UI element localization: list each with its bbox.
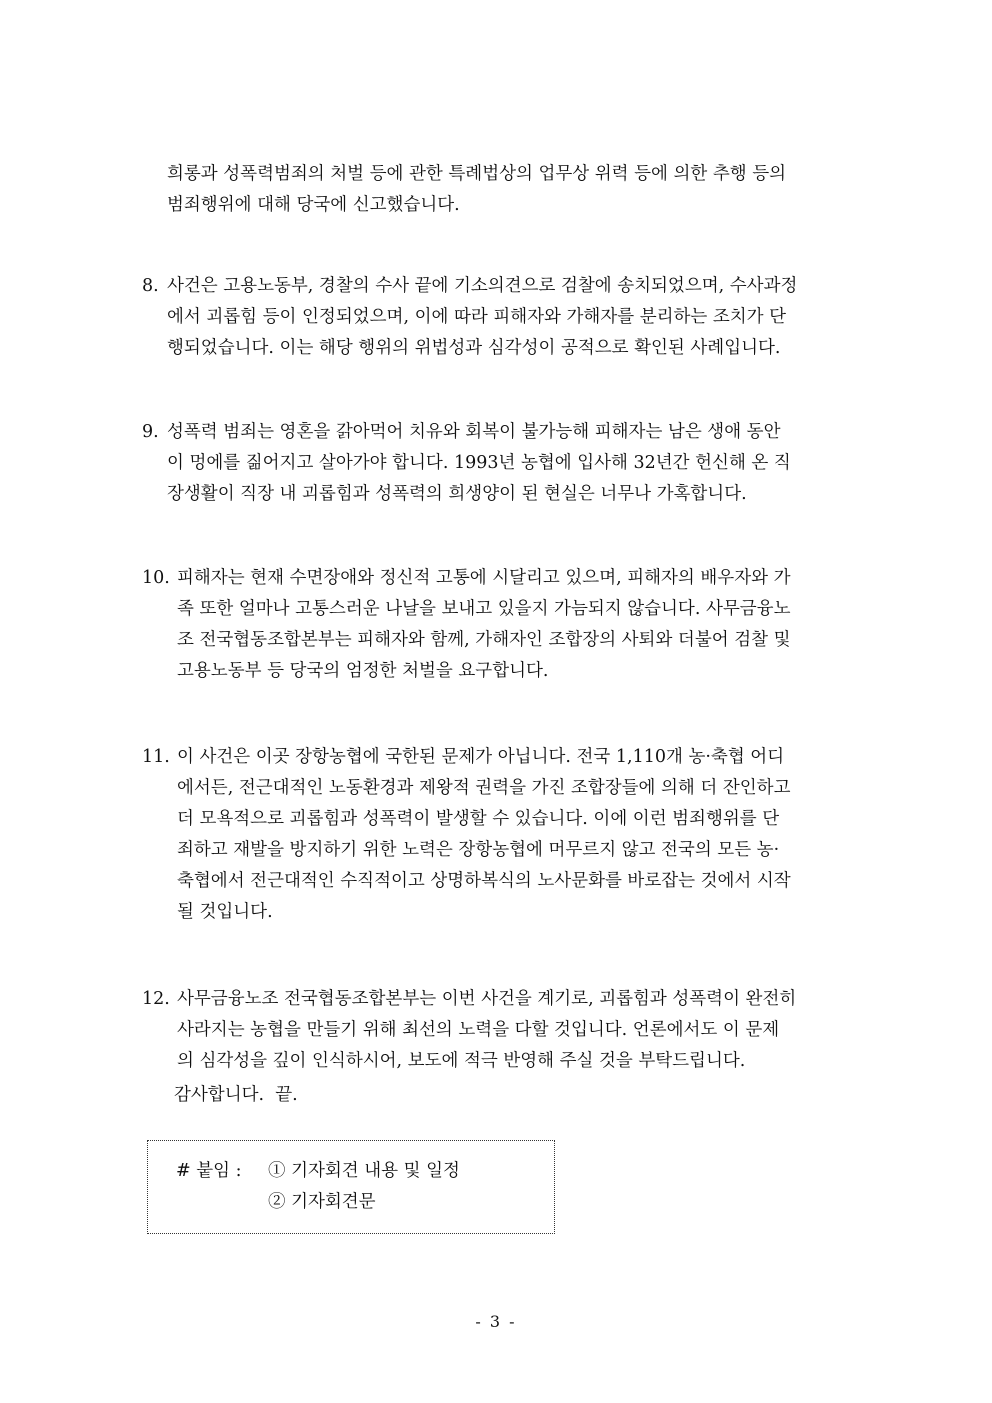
attachment-item: ② 기자회견문 [268,1192,376,1212]
attachment-item: ① 기자회견 내용 및 일정 [268,1161,460,1181]
text-line: 족 또한 얼마나 고통스러운 나날을 보내고 있을지 가늠되지 않습니다. 사무금융노 [177,599,791,619]
text-line: 희롱과 성폭력범죄의 처벌 등에 관한 특례법상의 업무상 위력 등에 의한 추행 등의 [167,164,787,184]
item-number: 9. [142,422,159,442]
paragraph-item-8 [142,271,857,364]
item-number: 10. [142,568,170,588]
paragraph-item-10 [142,563,857,687]
text-line: 의 심각성을 깊이 인식하시어, 보도에 적극 반영해 주실 것을 부탁드립니다. [177,1051,746,1071]
text-line: 죄하고 재발을 방지하기 위한 노력은 장항농협에 머무르지 않고 전국의 모든 농· [177,840,780,860]
attachment-box [147,1140,555,1234]
paragraph-continuation [167,159,857,221]
page-number: - 3 - [475,1312,517,1331]
text-line: 더 모욕적으로 괴롭힘과 성폭력이 발생할 수 있습니다. 이에 이런 범죄행위를 단 [177,809,780,829]
text-line: 조 전국협동조합본부는 피해자와 함께, 가해자인 조합장의 사퇴와 더불어 검찰 및 [177,630,791,650]
item-number: 8. [142,276,159,296]
text-line: 성폭력 범죄는 영혼을 갉아먹어 치유와 회복이 불가능해 피해자는 남은 생애 동안 [167,422,781,442]
item-number: 11. [142,747,170,767]
text-line: 범죄행위에 대해 당국에 신고했습니다. [167,195,460,215]
text-line: 될 것입니다. [177,902,273,922]
text-line: 축협에서 전근대적인 수직적이고 상명하복식의 노사문화를 바로잡는 것에서 시작 [177,871,791,891]
text-line: 장생활이 직장 내 괴롭힘과 성폭력의 희생양이 된 현실은 너무나 가혹합니다. [167,484,747,504]
text-line: 고용노동부 등 당국의 엄정한 처벌을 요구합니다. [177,661,549,681]
item-number: 12. [142,989,170,1009]
text-line: 이 멍에를 짊어지고 살아가야 합니다. 1993년 농협에 입사해 32년간 헌신해 온 직 [167,453,791,473]
text-line: 행되었습니다. 이는 해당 행위의 위법성과 심각성이 공적으로 확인된 사례입니다. [167,338,781,358]
text-line: 사라지는 농협을 만들기 위해 최선의 노력을 다할 것입니다. 언론에서도 이 문제 [177,1020,780,1040]
text-line: 사무금융노조 전국협동조합본부는 이번 사건을 계기로, 괴롭힘과 성폭력이 완전히 [177,989,797,1009]
paragraph-item-12 [142,984,857,1111]
text-line: 피해자는 현재 수면장애와 정신적 고통에 시달리고 있으며, 피해자의 배우자와 가 [177,568,791,588]
closing-line: 감사합니다. 끝. [174,1085,298,1105]
text-line: 에서든, 전근대적인 노동환경과 제왕적 권력을 가진 조합장들에 의해 더 잔인하고 [177,778,791,798]
text-line: 에서 괴롭힘 등이 인정되었으며, 이에 따라 피해자와 가해자를 분리하는 조치가 단 [167,307,787,327]
paragraph-item-9 [142,417,857,510]
text-line: 사건은 고용노동부, 경찰의 수사 끝에 기소의견으로 검찰에 송치되었으며, 수사과정 [167,276,798,296]
attachment-label: # 붙임 : [176,1161,242,1181]
paragraph-item-11 [142,742,857,928]
text-line: 이 사건은 이곳 장항농협에 국한된 문제가 아닙니다. 전국 1,110개 농·축협 어디 [177,747,785,767]
